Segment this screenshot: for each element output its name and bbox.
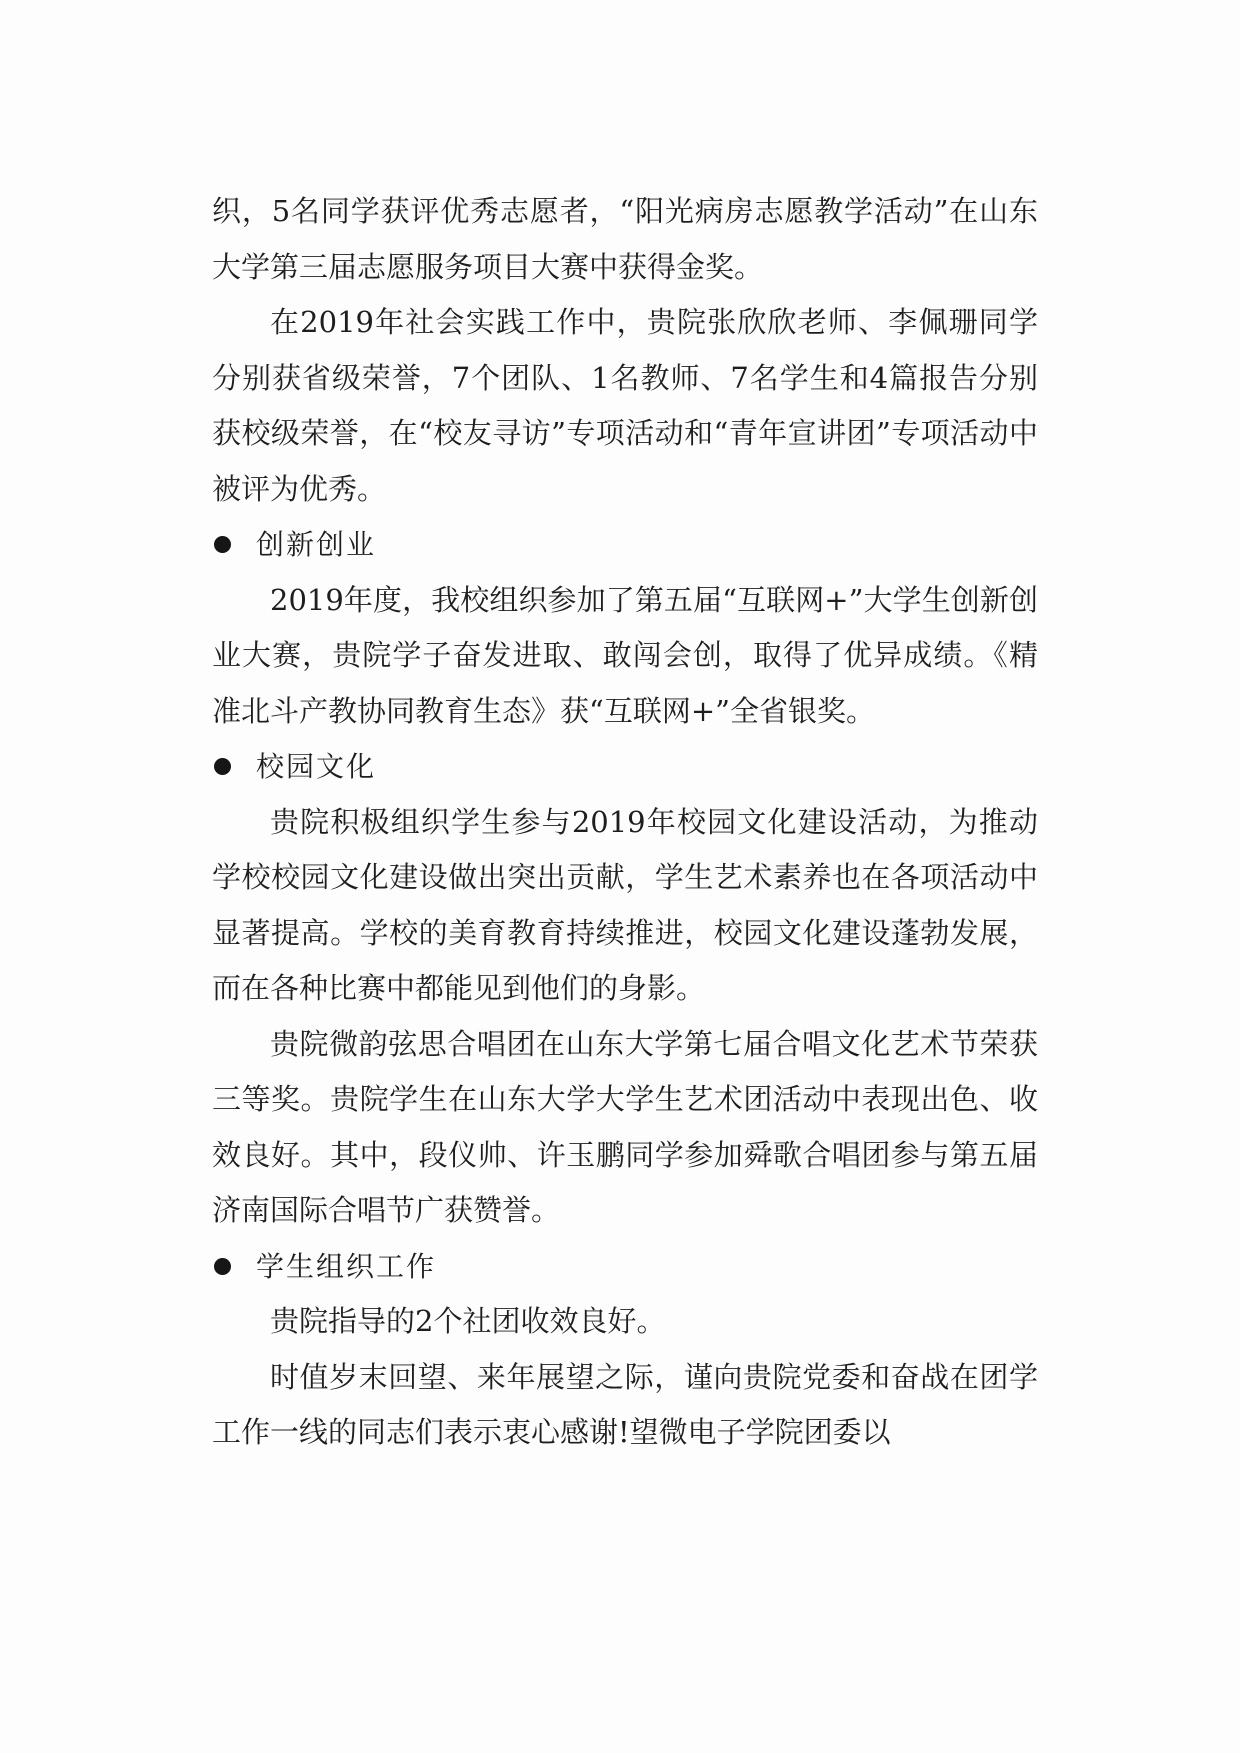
section-heading-text: 创新创业 [256, 528, 377, 561]
section-heading-text: 校园文化 [256, 750, 377, 783]
document-body [212, 184, 1038, 1461]
paragraph-clubs: 贵院指导的2个社团收效良好。 [270, 1304, 666, 1338]
paragraph-closing: 时值岁末回望、来年展望之际，谨向贵院党委和奋战在团学工作一线的同志们表示衷心感谢!望微电子学院团委以 [212, 1359, 1038, 1449]
bullet-icon [214, 536, 231, 553]
paragraph-campus-culture: 贵院积极组织学生参与2019年校园文化建设活动，为推动学校校园文化建设做出突出贡献，学生艺术素养也在各项活动中显著提高。学校的美育教育持续推进，校园文化建设蓬勃发展，而在各种比赛中都能见到他们的身影。 [212, 804, 1038, 1005]
bullet-icon [214, 758, 231, 775]
section-heading-innovation [212, 517, 1038, 573]
paragraph-choir: 贵院微韵弦思合唱团在山东大学第七届合唱文化艺术节荣获三等奖。贵院学生在山东大学大学生艺术团活动中表现出色、收效良好。其中，段仪帅、许玉鹏同学参加舜歌合唱团参与第五届济南国际合唱节广获赞誉。 [212, 1026, 1038, 1227]
paragraph-volunteer-continued: 织，5名同学获评优秀志愿者，“阳光病房志愿教学活动”在山东大学第三届志愿服务项目大赛中获得金奖。 [212, 194, 1038, 284]
section-heading-campus-culture [212, 739, 1038, 795]
bullet-icon [214, 1258, 231, 1275]
section-heading-student-organizations [212, 1239, 1038, 1295]
paragraph-social-practice: 在2019年社会实践工作中，贵院张欣欣老师、李佩珊同学分别获省级荣誉，7个团队、1名教师、7名学生和4篇报告分别获校级荣誉，在“校友寻访”专项活动和“青年宣讲团”专项活动中被评为优秀。 [212, 305, 1038, 506]
paragraph-innovation: 2019年度，我校组织参加了第五届“互联网+”大学生创新创业大赛，贵院学子奋发进取、敢闯会创，取得了优异成绩。《精准北斗产教协同教育生态》获“互联网+”全省银奖。 [212, 582, 1038, 728]
section-heading-text: 学生组织工作 [256, 1249, 437, 1283]
